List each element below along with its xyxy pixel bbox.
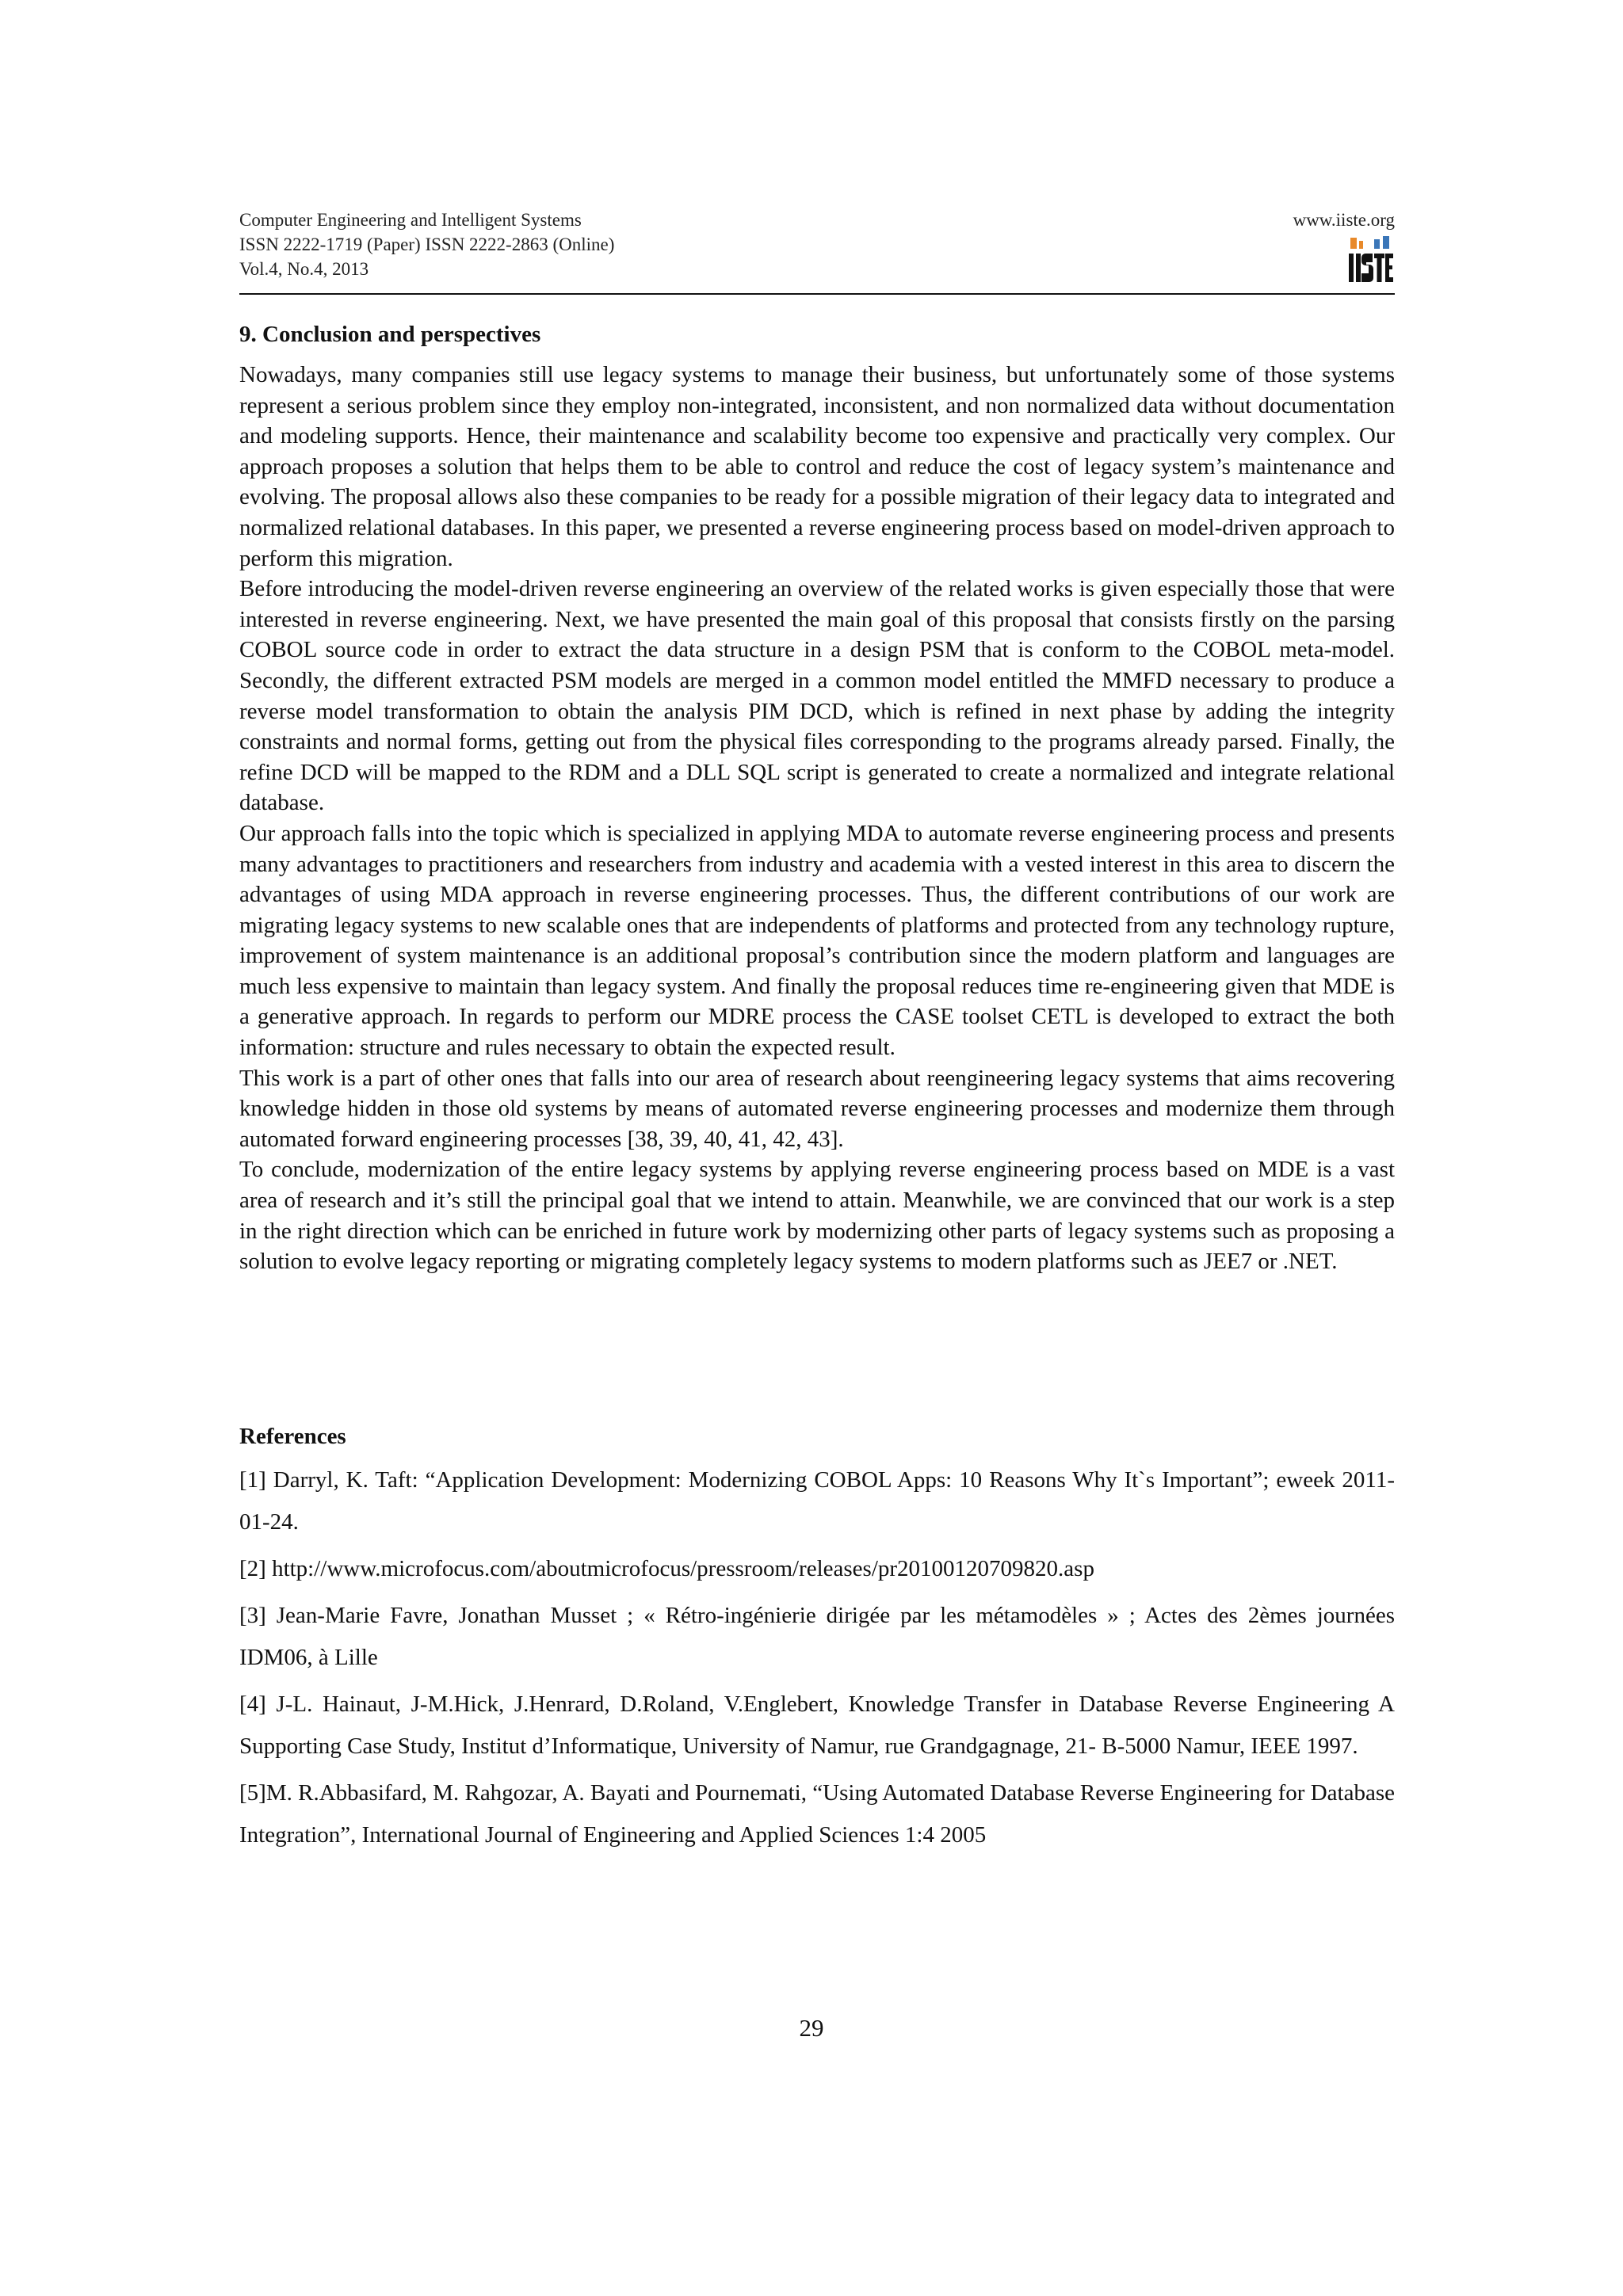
reference-item: [3] Jean-Marie Favre, Jonathan Musset ; « Rétro-ingénierie dirigée par les métamodèles » ; Actes des 2èmes journées IDM06, à Lille	[239, 1603, 1395, 1670]
journal-name: Computer Engineering and Intelligent Systems	[239, 210, 582, 230]
references-list	[239, 1459, 1395, 1861]
journal-issn: ISSN 2222-1719 (Paper) ISSN 2222-2863 (Online)	[239, 235, 615, 254]
paper-page	[239, 208, 1395, 1848]
reference-item: [1] Darryl, K. Taft: “Application Development: Modernizing COBOL Apps: 10 Reasons Why It`s Important”; eweek 2011-01-24.	[239, 1467, 1395, 1535]
body-paragraph: To conclude, modernization of the entire legacy systems by applying reverse engineering process based on MDE is a vast area of research and it’s still the principal goal that we intend to attain. Meanwhile, we are convinced that our work is a step in the right direction which can be enriched in future work by modernizing other parts of legacy systems such as proposing a solution to evolve legacy reporting or migrating completely legacy systems to modern platforms such as JEE7 or .NET.	[239, 1157, 1395, 1275]
running-header	[239, 208, 1395, 293]
section-title: 9. Conclusion and perspectives	[239, 322, 541, 347]
reference-item: [4] J-L. Hainaut, J-M.Hick, J.Henrard, D.Roland, V.Englebert, Knowledge Transfer in Database Reverse Engineering A Supporting Case Study, Institut d’Informatique, University of Namur, rue Grandgagnage, 21- B-5000 Namur, IEEE 1997.	[239, 1691, 1395, 1759]
iiste-logo-icon	[1346, 236, 1395, 285]
journal-website[interactable]: www.iiste.org	[1293, 210, 1395, 230]
body-paragraph: Our approach falls into the topic which is specialized in applying MDA to automate reverse engineering process and presents many advantages to practitioners and researchers from industry and academia with a vested interest in this area to discern the advantages of using MDA approach in reverse engineering processes. Thus, the different contributions of our work are migrating legacy systems to new scalable ones that are independents of platforms and protected from any technology rupture, improvement of system maintenance is an additional proposal’s contribution since the modern platform and languages are much less expensive to maintain than legacy system. And finally the proposal reduces time re-engineering given that MDE is a generative approach. In regards to perform our MDRE process the CASE toolset CETL is developed to extract the both information: structure and rules necessary to obtain the expected result.	[239, 820, 1395, 1061]
page-number: 29	[799, 2014, 824, 2042]
header-divider	[239, 293, 1395, 295]
reference-item[interactable]: [2] http://www.microfocus.com/aboutmicrofocus/pressroom/releases/pr20100120709820.asp	[239, 1556, 1094, 1581]
body-paragraph: Before introducing the model-driven reverse engineering an overview of the related works is given especially those that were interested in reverse engineering. Next, we have presented the main goal of this proposal that consists firstly on the parsing COBOL source code in order to extract the data structure in a design PSM that is conform to the COBOL meta-model. Secondly, the different extracted PSM models are merged in a common model entitled the MMFD necessary to produce a reverse model transformation to obtain the analysis PIM DCD, which is refined in next phase by adding the integrity constraints and normal forms, getting out from the physical files corresponding to the programs already parsed. Finally, the refine DCD will be mapped to the RDM and a DLL SQL script is generated to create a normalized and integrate relational database.	[239, 576, 1395, 816]
journal-volume: Vol.4, No.4, 2013	[239, 259, 369, 279]
references-title: References	[239, 1424, 346, 1449]
body-paragraph: This work is a part of other ones that falls into our area of research about reengineering legacy systems that aims recovering knowledge hidden in those old systems by means of automated reverse engineering processes and modernize them through automated forward engineering processes [38, 39, 40, 41, 42, 43].	[239, 1065, 1395, 1152]
body-paragraph: Nowadays, many companies still use legacy systems to manage their business, but unfortunately some of those systems represent a serious problem since they employ non-integrated, inconsistent, and non normalized data without documentation and modeling supports. Hence, their maintenance and scalability become too expensive and practically very complex. Our approach proposes a solution that helps them to be able to control and reduce the cost of legacy system’s maintenance and evolving. The proposal allows also these companies to be ready for a possible migration of their legacy data to integrated and normalized relational databases. In this paper, we presented a reverse engineering process based on model-driven approach to perform this migration.	[239, 362, 1395, 571]
reference-item: [5]M. R.Abbasifard, M. Rahgozar, A. Bayati and Pournemati, “Using Automated Database Reverse Engineering for Database Integration”, International Journal of Engineering and Applied Sciences 1:4 2005	[239, 1780, 1395, 1848]
section-body	[239, 360, 1395, 1277]
journal-info	[239, 208, 614, 281]
